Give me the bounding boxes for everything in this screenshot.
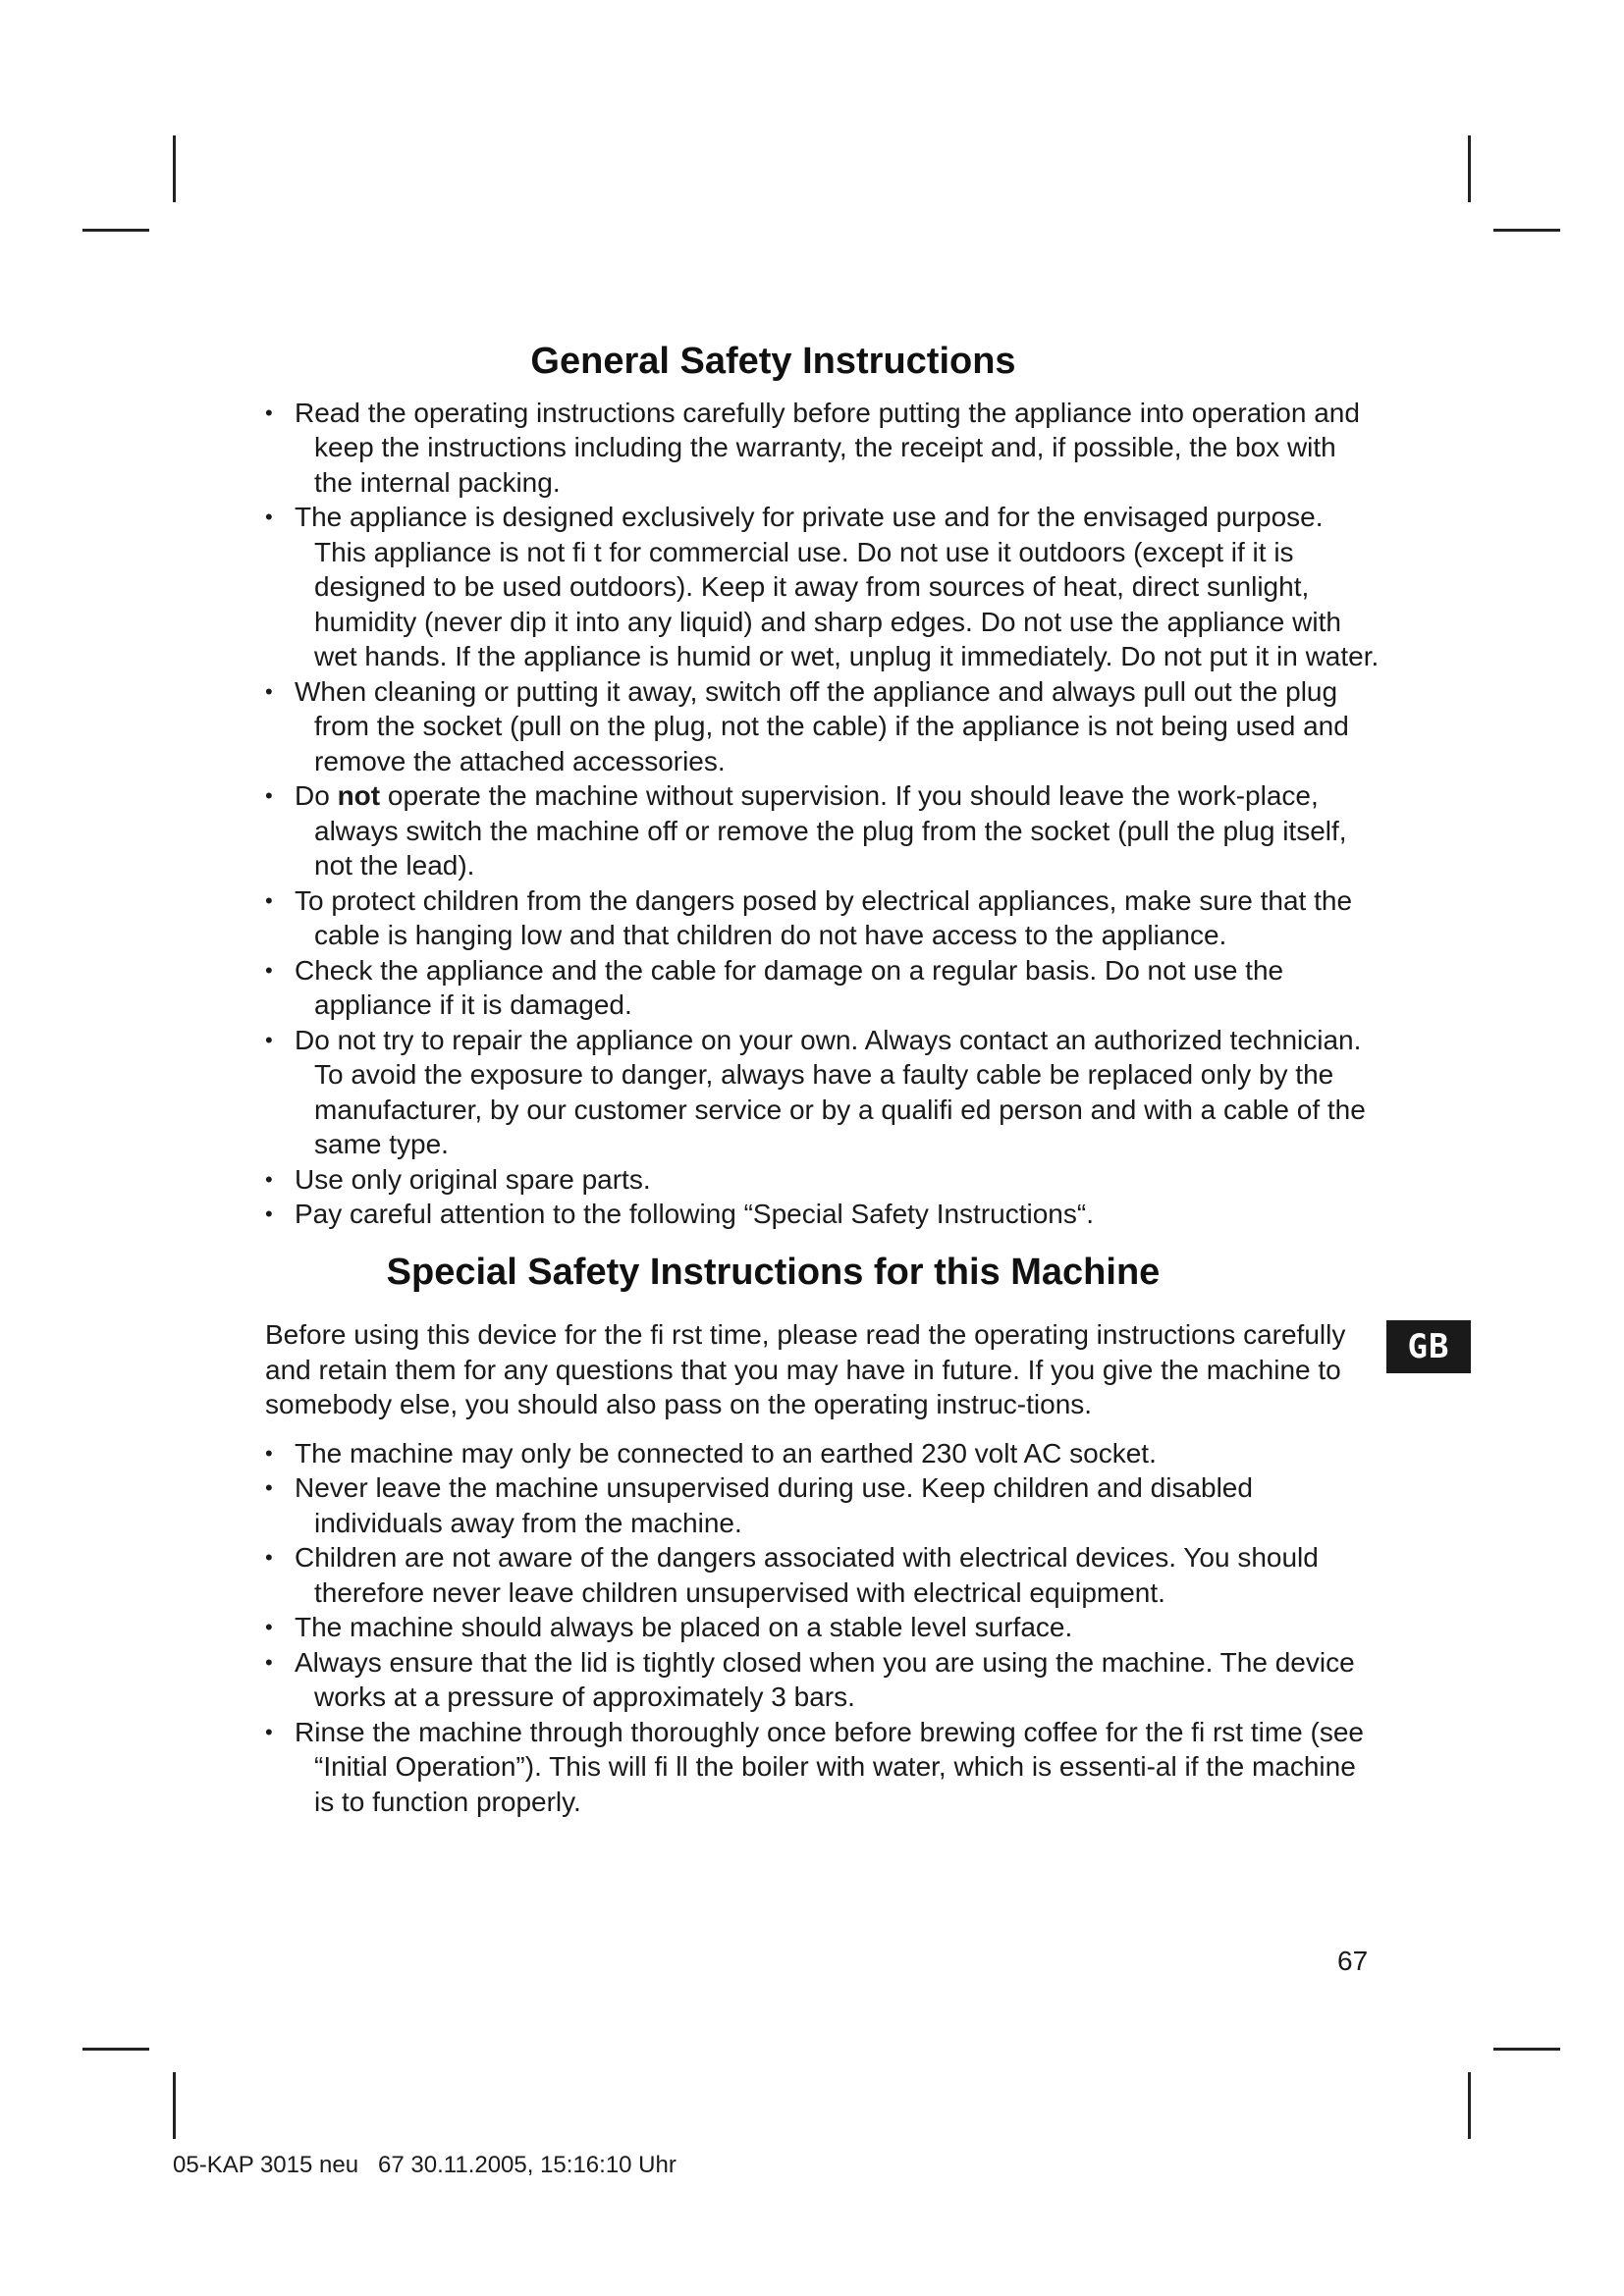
list-item-text: operate the machine without supervision. If you should leave the work-place, always switch the machine off or remove the plug from the socket (pull the plug itself, not the lead). <box>314 780 1347 881</box>
special-safety-list <box>265 1436 1380 1820</box>
emphasis-not: not <box>337 780 381 811</box>
list-item: • Do not try to repair the appliance on your own. Always contact an authorized technician. To avoid the exposure to danger, always have a faulty cable be replaced only by the manufacturer, by our customer service or by a qualifi ed person and with a cable of the same type. <box>265 1023 1380 1162</box>
general-safety-list <box>265 396 1380 1232</box>
crop-mark <box>82 2048 149 2051</box>
list-item: • Read the operating instructions carefully before putting the appliance into operation and keep the instructions including the warranty, the receipt and, if possible, the box with the internal packing. <box>265 396 1380 501</box>
general-safety-title: General Safety Instructions <box>530 341 1016 382</box>
list-item: • Use only original spare parts. <box>265 1162 1380 1198</box>
page-content <box>265 339 1380 1819</box>
crop-mark <box>1468 2072 1471 2139</box>
print-footer: 05-KAP 3015 neu 67 30.11.2005, 15:16:10 Uhr <box>173 2152 677 2178</box>
list-item: • Never leave the machine unsupervised during use. Keep children and disabled individuals away from the machine. <box>265 1470 1380 1540</box>
list-item: • The appliance is designed exclusively for private use and for the envisaged purpose. This appliance is not fi t for commercial use. Do not use it outdoors (except if it is designed to be used outdoors). Keep it away from sources of heat, direct sunlight, humidity (never dip it into any liquid) and sharp edges. Do not use the appliance with wet hands. If the appliance is humid or wet, unplug it immediately. Do not put it in water. <box>265 500 1380 674</box>
list-item: • Pay careful attention to the following “Special Safety Instructions“. <box>265 1197 1380 1232</box>
crop-mark <box>1468 135 1471 202</box>
list-item: • Check the appliance and the cable for damage on a regular basis. Do not use the appliance if it is damaged. <box>265 953 1380 1023</box>
crop-mark <box>1493 229 1560 232</box>
crop-mark <box>82 229 149 232</box>
page-number: 67 <box>1337 1946 1369 1976</box>
list-item: • Children are not aware of the dangers associated with electrical devices. You should therefore never leave children unsupervised with electrical equipment. <box>265 1540 1380 1610</box>
crop-mark <box>173 135 176 202</box>
language-tab-badge: GB <box>1386 1320 1471 1373</box>
list-item: • Rinse the machine through thoroughly once before brewing coffee for the fi rst time (see “Initial Operation”). This will fi ll the boiler with water, which is essenti-al if the machine is to function properly. <box>265 1715 1380 1820</box>
list-item-text: Do <box>295 780 338 811</box>
crop-mark <box>173 2072 176 2139</box>
crop-mark <box>1493 2048 1560 2051</box>
special-safety-intro: Before using this device for the fi rst time, please read the operating instructions carefully and retain them for any questions that you may have in future. If you give the machine to somebody else, you should also pass on the operating instruc-tions. <box>265 1319 1346 1419</box>
special-safety-title: Special Safety Instructions for this Machine <box>386 1251 1161 1293</box>
list-item: • The machine may only be connected to an earthed 230 volt AC socket. <box>265 1436 1380 1471</box>
list-item <box>265 778 1380 883</box>
list-item: • To protect children from the dangers posed by electrical appliances, make sure that the cable is hanging low and that children do not have access to the appliance. <box>265 883 1380 953</box>
list-item: • The machine should always be placed on a stable level surface. <box>265 1610 1380 1645</box>
list-item: • Always ensure that the lid is tightly closed when you are using the machine. The device works at a pressure of approximately 3 bars. <box>265 1645 1380 1715</box>
list-item: • When cleaning or putting it away, switch off the appliance and always pull out the plug from the socket (pull on the plug, not the cable) if the appliance is not being used and remove the attached accessories. <box>265 674 1380 779</box>
